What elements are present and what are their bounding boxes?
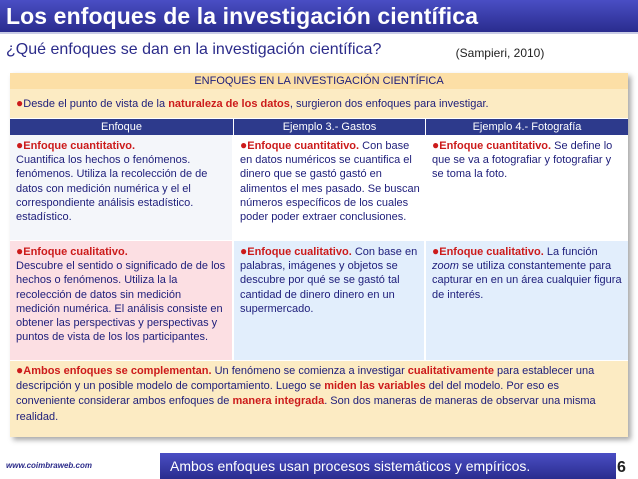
cell-qual-gastos: [234, 241, 426, 361]
text-quant-foto: Se define lo que se va a fotografiar y fotografiar y se toma la foto.: [432, 140, 613, 181]
label-quant: Enfoque cuantitativo.: [23, 140, 136, 152]
bullet-icon: ●: [16, 363, 24, 377]
cell-quant-foto: [426, 135, 628, 241]
cell-qual-enfoque: [10, 241, 234, 361]
text-qual-foto-post: se utiliza constantemente para capturar en en un área cualquier figura de interés.: [432, 260, 622, 301]
both-emph-2: miden las variables: [324, 380, 426, 393]
both-text-1: Un fenómeno se comienza a investigar: [211, 365, 408, 377]
intro-pre: Desde el punto de vista de la: [23, 98, 169, 110]
text-quant-gastos: Con base en datos numéricos se cuantifica el dinero que se gastó gastó en alimentos el mes pasado. Se buscan números específicos de los cuales poder poder extraer conclusiones.: [240, 140, 420, 224]
footer-url[interactable]: www.coimbraweb.com: [6, 461, 92, 470]
column-header-fotografia: Ejemplo 4.- Fotografía: [472, 121, 582, 133]
text-qual-foto-pre: La función: [543, 246, 598, 258]
label-qual: Enfoque cualitativo.: [23, 246, 128, 258]
label-qual-foto: Enfoque cualitativo.: [439, 246, 544, 258]
row-quantitative: [10, 135, 628, 241]
label-quant-gastos: Enfoque cuantitativo.: [247, 140, 360, 152]
citation: (Sampieri, 2010): [446, 43, 554, 63]
both-text-3: del del modelo. Por eso es conveniente considerar ambos enfoques de: [16, 380, 559, 408]
table-intro: [10, 89, 628, 119]
footer-note: Ambos enfoques usan procesos sistemáticos y empíricos.: [160, 453, 616, 479]
slide-question: ¿Qué enfoques se dan en la investigación científica?: [6, 41, 382, 58]
both-text-4: . Son dos maneras de maneras de observar una misma realidad.: [16, 395, 596, 423]
bullet-icon: ●: [240, 244, 248, 258]
column-headers: [10, 119, 628, 135]
column-header-enfoque: Enfoque: [10, 119, 234, 135]
bullet-icon: ●: [16, 138, 24, 152]
table-header: ENFOQUES EN LA INVESTIGACIÓN CIENTÍFICA: [10, 73, 628, 89]
cell-quant-gastos: [234, 135, 426, 241]
both-text-2: para establecer una descripción y un posible modelo de comportamiento. Luego se: [16, 365, 595, 393]
label-qual-gastos: Enfoque cualitativo.: [247, 246, 352, 258]
both-emph-3: manera integrada: [232, 395, 325, 408]
slide-title: Los enfoques de la investigación científica: [6, 3, 479, 29]
cell-qual-foto: [426, 241, 628, 361]
row-qualitative: [10, 241, 628, 361]
label-quant-foto: Enfoque cuantitativo.: [439, 140, 552, 152]
label-both: Ambos enfoques se complementan.: [23, 365, 212, 377]
text-qual-foto-zoom: zoom: [432, 260, 459, 273]
bullet-icon: ●: [16, 96, 24, 110]
subtitle-bar: [0, 36, 638, 66]
row-both-approaches: [10, 361, 628, 437]
approaches-table: [10, 73, 628, 437]
bullet-icon: ●: [432, 244, 440, 258]
column-header-gastos: Ejemplo 3.- Gastos: [234, 119, 426, 135]
text-qual-gastos: Con base en palabras, imágenes y objetos se descubre por qué se se gastó tal cantidad de dinero dinero en un supermercado.: [240, 246, 418, 315]
page-number: 6: [617, 459, 626, 476]
text-quant-enfoque: Cuantifica los hechos o fenómenos. fenómenos. Utiliza la recolección de de datos con medición numérica y el el correspondiente análisis estadístico. estadístico.: [16, 154, 208, 224]
bullet-icon: ●: [432, 138, 440, 152]
intro-emphasis: naturaleza de los datos: [168, 98, 290, 110]
intro-post: , surgieron dos enfoques para investigar.: [289, 98, 489, 110]
bullet-icon: ●: [240, 138, 248, 152]
bullet-icon: ●: [16, 244, 24, 258]
both-emph-1: cualitativamente: [407, 365, 494, 377]
cell-quant-enfoque: [10, 135, 234, 241]
title-bar: [0, 0, 638, 34]
text-qual-enfoque: Descubre el sentido o significado de de los hechos o fenómenos. Utiliza la la recolección de datos sin medición medición numérica. El análisis consiste en obtener las perspectivas y perspectivas y puntos de vista de los los participantes.: [16, 260, 226, 344]
